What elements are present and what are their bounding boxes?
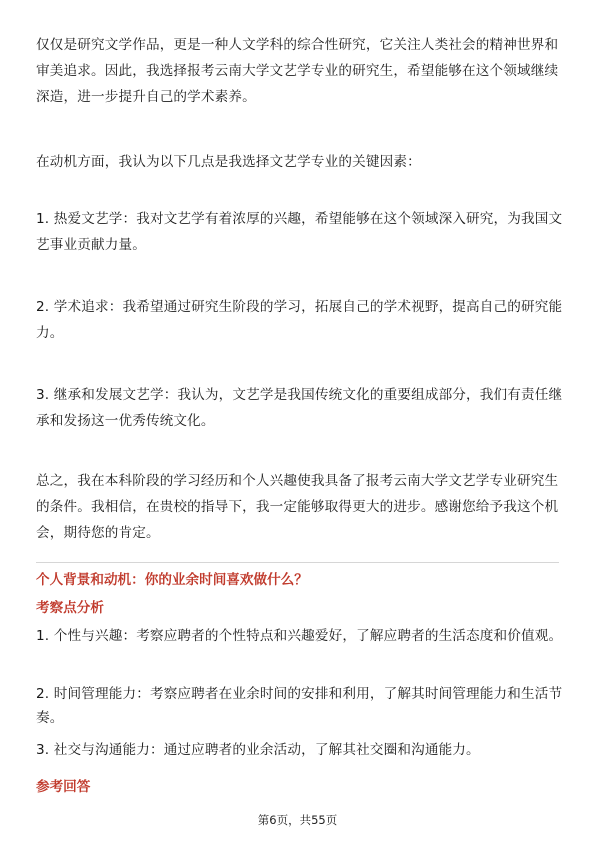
paragraph-motivation: 在动机方面，我认为以下几点是我选择文艺学专业的关键因素： — [36, 154, 421, 170]
analysis-point-1: 1. 个性与兴趣：考察应聘者的个性特点和兴趣爱好，了解应聘者的生活态度和价值观。 — [36, 628, 563, 644]
paragraph-point-2: 2. 学术追求：我希望通过研究生阶段的学习，拓展自己的学术视野，提高自己的研究能力。 — [36, 299, 563, 341]
question-title: 个人背景和动机：你的业余时间喜欢做什么？ — [36, 572, 308, 588]
section-divider — [36, 562, 559, 563]
page-number: 第6页，共55页 — [257, 813, 338, 827]
paragraph-point-1: 1. 热爱文艺学：我对文艺学有着浓厚的兴趣，希望能够在这个领域深入研究，为我国文艺事业贡献力量。 — [36, 211, 563, 253]
analysis-point-3: 3. 社交与沟通能力：通过应聘者的业余活动，了解其社交圈和沟通能力。 — [36, 742, 480, 758]
paragraph-intro: 仅仅是研究文学作品，更是一种人文学科的综合性研究，它关注人类社会的精神世界和审美追求。因此，我选择报考云南大学文艺学专业的研究生，希望能够在这个领域继续深造，进一步提升自己的学术素养。 — [36, 37, 559, 105]
paragraph-point-3: 3. 继承和发展文艺学：我认为，文艺学是我国传统文化的重要组成部分，我们有责任继承和发扬这一优秀传统文化。 — [36, 387, 563, 429]
paragraph-conclusion: 总之，我在本科阶段的学习经历和个人兴趣使我具备了报考云南大学文艺学专业研究生的条件。我相信，在贵校的指导下，我一定能够取得更大的进步。感谢您给予我这个机会，期待您的肯定。 — [36, 473, 559, 541]
analysis-point-2: 2. 时间管理能力：考察应聘者在业余时间的安排和利用，了解其时间管理能力和生活节奏。 — [36, 686, 563, 726]
analysis-heading: 考察点分析 — [36, 600, 104, 616]
answer-heading: 参考回答 — [36, 779, 91, 795]
